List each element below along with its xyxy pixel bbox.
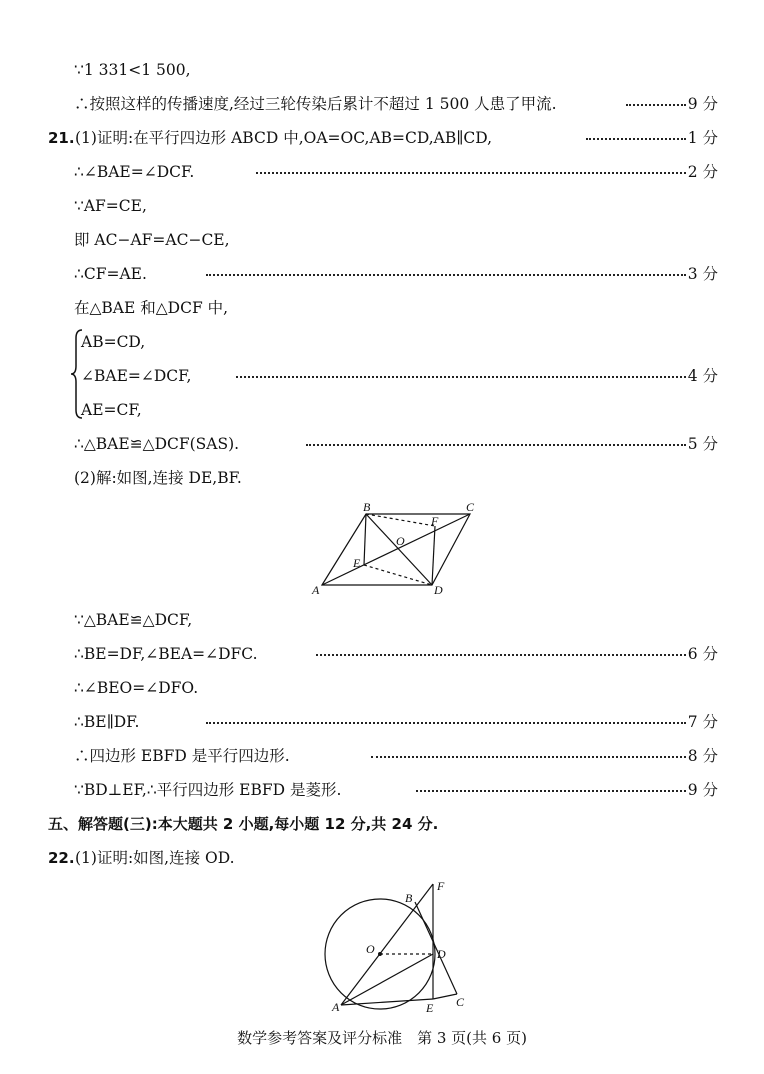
text-7: ∴CF=AE. [74,265,147,283]
diagonal-bd [366,514,432,585]
label-d: D [434,583,443,597]
line-ad [341,954,433,1005]
line-10 [0,361,764,391]
line-16 [0,673,764,703]
dot-leader [626,104,686,106]
dot-leader [256,172,686,174]
line-11 [0,395,764,425]
page-footer: 数学参考答案及评分标准 第 3 页(共 6 页) [237,1029,527,1047]
text-17: ∴BE∥DF. [74,713,140,731]
label-f: F [431,514,439,528]
label-o: O [366,942,375,956]
circle-figure [315,878,475,1013]
text-8: 在△BAE 和△DCF 中, [74,299,229,317]
label-d: D [437,947,446,961]
line-2 [0,89,764,119]
text-3: (1)证明:在平行四边形 ABCD 中,OA=OC,AB=CD,AB∥CD, [75,129,493,147]
line-18 [0,741,764,771]
score-7: 3 分 [687,265,718,283]
text-14: ∵△BAE≌△DCF, [74,611,193,629]
line-7 [0,259,764,289]
text-12: ∴△BAE≌△DCF(SAS). [74,435,240,453]
line-13 [0,463,764,493]
line-af [341,884,433,1005]
score-15: 6 分 [687,645,718,663]
label-a: A [312,583,320,597]
segment-df [432,526,435,585]
dot-leader [306,444,686,446]
text-16: ∴∠BEO=∠DFO. [74,679,199,697]
dot-leader [586,138,686,140]
text-13: (2)解:如图,连接 DE,BF. [74,469,242,487]
label-f: F [437,879,445,893]
center-dot [378,952,382,956]
dot-leader [206,722,686,724]
segment-de [364,565,432,585]
label-c: C [466,500,475,514]
dot-leader [416,790,686,792]
score-4: 2 分 [687,163,718,181]
section-five-heading: 五、解答题(三):本大题共 2 小题,每小题 12 分,共 24 分. [48,815,439,833]
text-15: ∴BE=DF,∠BEA=∠DFC. [74,645,258,663]
text-21: (1)证明:如图,连接 OD. [75,849,235,867]
text-5: ∵AF=CE, [74,197,147,215]
line-12 [0,429,764,459]
parallelogram-figure [310,497,485,597]
score-19: 9 分 [687,781,718,799]
label-e: E [426,1001,434,1013]
dot-leader [236,376,686,378]
text-2: ∴按照这样的传播速度,经过三轮传染后累计不超过 1 500 人患了甲流. [74,95,557,113]
text-11: AE=CF, [81,401,142,419]
line-8 [0,293,764,323]
line-15 [0,639,764,669]
segment-be [364,514,366,565]
line-bc [415,902,457,994]
dot-leader [206,274,686,276]
text-4: ∴∠BAE=∠DCF. [74,163,195,181]
question-21-number: 21. [48,129,75,147]
score-3: 1 分 [687,129,718,147]
label-e: E [353,556,361,570]
score-10: 4 分 [687,367,718,385]
line-19 [0,775,764,805]
dot-leader [316,654,686,656]
line-14 [0,605,764,635]
label-b: B [405,891,413,905]
label-a: A [332,1000,340,1013]
question-22-number: 22. [48,849,75,867]
text-1: ∵1 331<1 500, [74,61,191,79]
line-6 [0,225,764,255]
line-17 [0,707,764,737]
text-10: ∠BAE=∠DCF, [81,367,192,385]
line-ae [341,999,433,1005]
label-o: O [396,534,405,548]
line-3 [0,123,764,153]
line-20 [0,809,764,839]
text-18: ∴四边形 EBFD 是平行四边形. [74,747,290,765]
line-9 [0,327,764,357]
line-1 [0,55,764,85]
line-21 [0,843,764,873]
score-18: 8 分 [687,747,718,765]
line-5 [0,191,764,221]
dot-leader [371,756,686,758]
text-6: 即 AC−AF=AC−CE, [74,231,230,249]
label-b: B [363,500,371,514]
score-2: 9 分 [687,95,718,113]
text-9: AB=CD, [81,333,146,351]
score-12: 5 分 [687,435,718,453]
segment-bf [366,514,435,526]
line-ec [433,994,457,999]
score-17: 7 分 [687,713,718,731]
line-4 [0,157,764,187]
text-19: ∵BD⊥EF,∴平行四边形 EBFD 是菱形. [74,781,342,799]
label-c: C [456,995,465,1009]
